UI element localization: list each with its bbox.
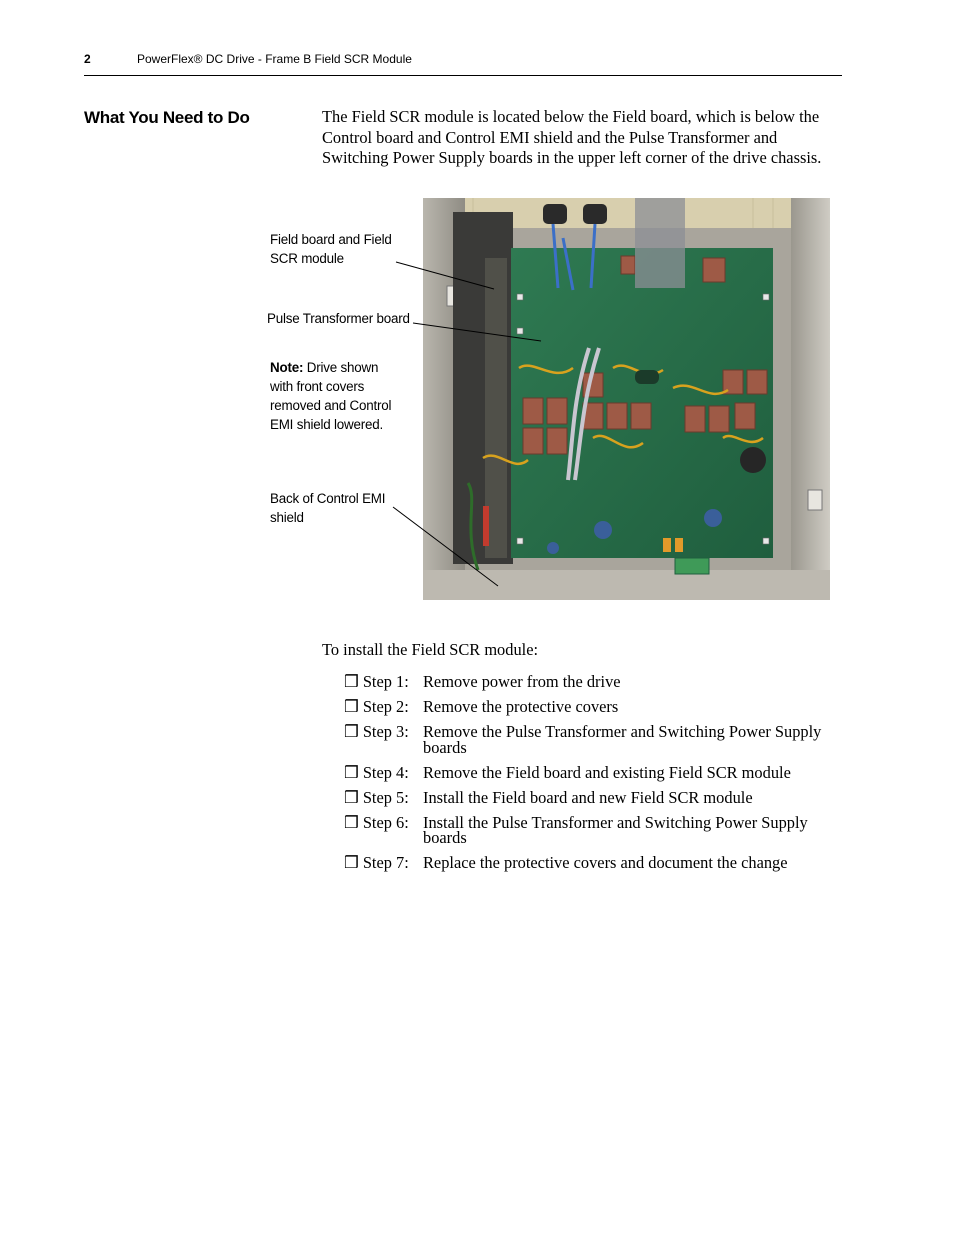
checkbox-icon: ❒ bbox=[344, 812, 359, 832]
label-pulse-transformer: Pulse Transformer board bbox=[267, 311, 410, 326]
checkbox-icon: ❒ bbox=[344, 697, 359, 716]
label-field-board-line2: SCR module bbox=[270, 251, 344, 266]
install-steps-list bbox=[344, 674, 844, 880]
note-line2: with front covers bbox=[270, 379, 365, 394]
checkbox-icon: ❒ bbox=[344, 672, 359, 691]
checkbox-icon: ❒ bbox=[344, 787, 359, 807]
step-item bbox=[344, 787, 844, 807]
drive-chassis-photo bbox=[423, 198, 830, 600]
note-line4: EMI shield lowered. bbox=[270, 417, 384, 432]
step-item bbox=[344, 699, 844, 715]
section-heading: What You Need to Do bbox=[84, 108, 250, 127]
step-item bbox=[344, 855, 844, 871]
step-text: Remove the Field board and existing Field SCR module bbox=[423, 762, 791, 782]
step-checkbox-label: ❒ Step 7: bbox=[344, 853, 409, 872]
running-title: PowerFlex® DC Drive - Frame B Field SCR Module bbox=[137, 52, 412, 66]
step-checkbox-label: ❒ Step 6: bbox=[344, 812, 409, 832]
note-line3: removed and Control bbox=[270, 398, 392, 413]
label-field-board bbox=[270, 230, 392, 268]
step-text: Install the Pulse Transformer and Switching Power Supply boards bbox=[423, 812, 808, 847]
step-checkbox-label: ❒ Step 5: bbox=[344, 787, 409, 807]
checkbox-icon: ❒ bbox=[344, 762, 359, 782]
step-item bbox=[344, 812, 844, 847]
label-emi-line2: shield bbox=[270, 510, 304, 525]
note-line1: Drive shown bbox=[306, 360, 379, 375]
step-text: Install the Field board and new Field SCR module bbox=[423, 787, 753, 807]
figure-note bbox=[270, 358, 391, 434]
label-emi-shield bbox=[270, 489, 385, 527]
step-checkbox-label: ❒ Step 2: bbox=[344, 697, 409, 716]
step-text: Replace the protective covers and document the change bbox=[423, 853, 788, 872]
step-text: Remove the protective covers bbox=[423, 697, 619, 716]
page-number: 2 bbox=[84, 52, 91, 66]
step-item bbox=[344, 724, 844, 755]
step-checkbox-label: ❒ Step 3: bbox=[344, 722, 409, 741]
label-field-board-line1: Field board and Field bbox=[270, 232, 392, 247]
step-checkbox-label: ❒ Step 4: bbox=[344, 762, 409, 782]
intro-paragraph: The Field SCR module is located below the Field board, which is below the Control board and Control EMI shield and the Pulse Transformer and Switching Power Supply boards in the upper left corner of the drive chassis. bbox=[322, 107, 822, 167]
checkbox-icon: ❒ bbox=[344, 722, 359, 741]
step-item bbox=[344, 674, 844, 690]
step-item bbox=[344, 762, 844, 782]
step-text: Remove power from the drive bbox=[423, 672, 621, 691]
header-rule bbox=[84, 75, 842, 76]
step-checkbox-label: ❒ Step 1: bbox=[344, 672, 409, 691]
note-bold: Note: bbox=[270, 360, 304, 375]
instructions-lead-in: To install the Field SCR module: bbox=[322, 640, 539, 659]
step-text: Remove the Pulse Transformer and Switching Power Supply boards bbox=[423, 722, 822, 757]
label-emi-line1: Back of Control EMI bbox=[270, 491, 386, 506]
checkbox-icon: ❒ bbox=[344, 853, 359, 872]
